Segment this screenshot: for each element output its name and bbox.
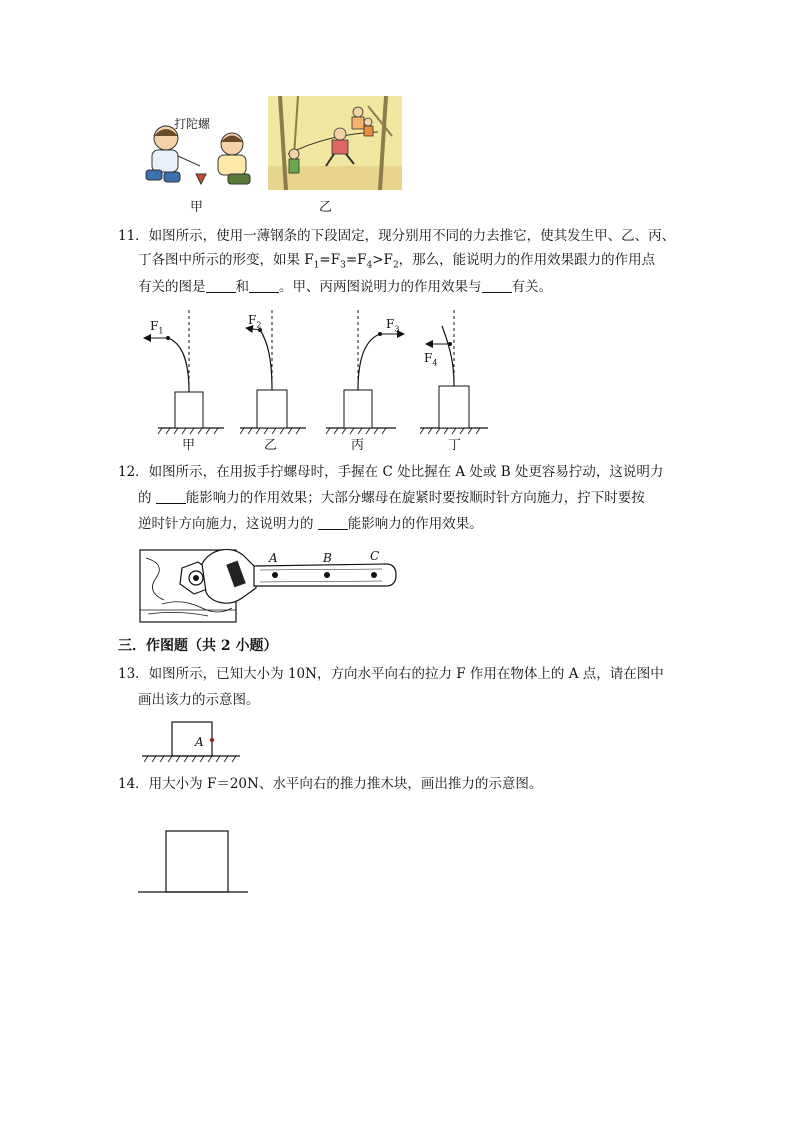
- block-figure-wood: [136, 828, 250, 896]
- answer-blank[interactable]: [318, 515, 348, 530]
- point-label-a: A: [269, 551, 278, 565]
- point-label-a: A: [195, 735, 204, 749]
- illustration-title: 打陀螺: [174, 117, 211, 131]
- answer-blank[interactable]: [206, 278, 236, 293]
- caption-jia: 甲: [190, 200, 204, 215]
- spinning-top-illustration: [138, 108, 260, 192]
- q12-line2: 的 能影响力的作用效果；大部分螺母在旋紧时要按顺时针方向施力，拧下时要按: [138, 490, 645, 506]
- q11-line2: 丁各图中所示的形变，如果 $F_1=F_3=F_4>F_2$，那么，能说明力的作用效果跟力的作用点: [138, 252, 656, 271]
- force-label-f2: $F_2$: [248, 313, 262, 330]
- caption-yi: 乙: [264, 438, 278, 453]
- caption-bing: 丙: [351, 438, 365, 453]
- caption-jia: 甲: [182, 438, 196, 453]
- force-label-f3: $F_3$: [386, 317, 400, 334]
- q11-line3: 有关的图是 和 。甲、丙两图说明力的作用效果与 有关。: [138, 279, 552, 295]
- force-label-f1: $F_1$: [150, 319, 164, 336]
- answer-blank[interactable]: [482, 278, 512, 293]
- q12-line1: 12．如图所示，在用扳手拧螺母时，手握在 C 处比握在 A 处或 B 处更容易拧动，这说明力: [118, 464, 664, 480]
- playground-illustration: [268, 96, 402, 190]
- point-label-b: B: [323, 551, 332, 565]
- answer-blank[interactable]: [249, 278, 279, 293]
- section-title: 三．作图题（共 2 小题）: [118, 638, 278, 654]
- caption-ding: 丁: [448, 438, 462, 453]
- q13-line2: 画出该力的示意图。: [138, 692, 260, 708]
- q13-line1: 13．如图所示，已知大小为 10N，方向水平向右的拉力 F 作用在物体上的 A 点，请在图中: [118, 666, 664, 682]
- caption-yi: 乙: [319, 200, 333, 215]
- q14-line1: 14．用大小为 F＝20N、水平向右的推力推木块，画出推力的示意图。: [118, 776, 543, 792]
- steel-strip-figure: [136, 310, 496, 453]
- force-label-f4: $F_4$: [424, 351, 438, 368]
- q11-line1: 11．如图所示，使用一薄钢条的下段固定，现分别用不同的力去推它，使其发生甲、乙、丙、: [118, 228, 676, 244]
- point-label-c: C: [370, 549, 380, 563]
- q12-line3: 逆时针方向施力，这说明力的 能影响力的作用效果。: [138, 516, 483, 532]
- wrench-figure: [138, 544, 400, 626]
- block-figure-a: [140, 718, 244, 764]
- answer-blank[interactable]: [156, 489, 186, 504]
